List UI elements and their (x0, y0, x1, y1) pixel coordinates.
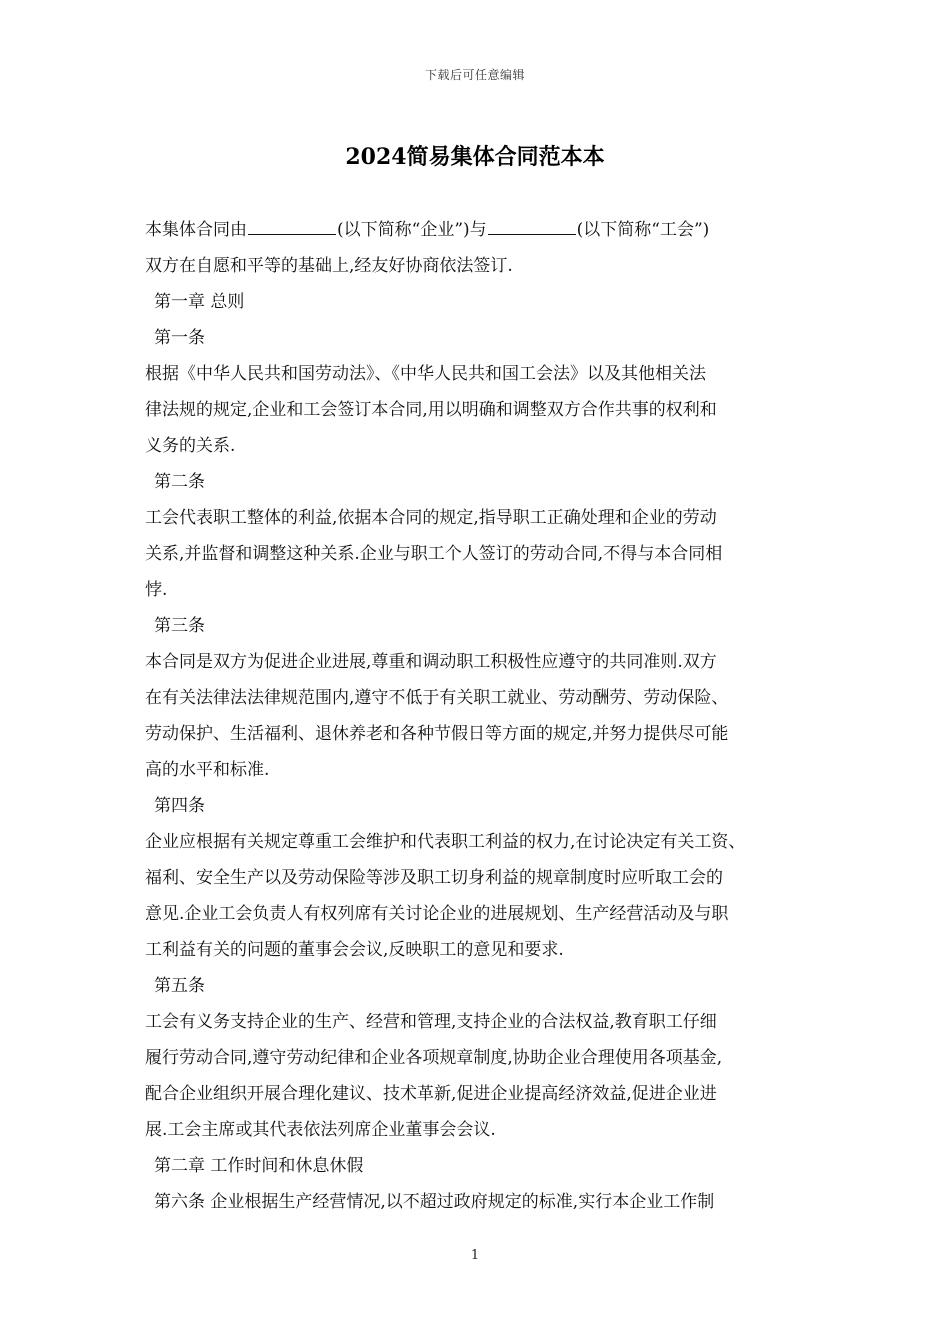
union-name-blank (488, 212, 576, 235)
paragraph-line: 劳动保护、生活福利、退休养老和各种节假日等方面的规定,并努力提供尽可能 (145, 724, 729, 744)
article-heading: 第四条 (154, 796, 205, 816)
paragraph-line: 律法规的规定,企业和工会签订本合同,用以明确和调整双方合作共事的权利和 (145, 400, 717, 420)
enterprise-name-blank (248, 212, 336, 235)
paragraph-line: 工会代表职工整体的利益,依据本合同的规定,指导职工正确处理和企业的劳动 (145, 508, 717, 528)
intro-text-1: 本集体合同由 (145, 220, 247, 240)
paragraph-line: 展.工会主席或其代表依法列席企业董事会会议. (145, 1120, 496, 1140)
intro-text-3: (以下简称“工会”) (576, 220, 710, 240)
article-heading: 第一条 (154, 328, 205, 348)
article-line: 第六条 企业根据生产经营情况,以不超过政府规定的标准,实行本企业工作制 (154, 1192, 715, 1212)
paragraph-line: 福利、安全生产以及劳动保险等涉及职工切身利益的规章制度时应听取工会的 (145, 868, 723, 888)
paragraph-line: 高的水平和标准. (145, 760, 270, 780)
document-body (145, 212, 835, 1220)
paragraph-line: 义务的关系. (145, 436, 236, 456)
paragraph-line: 关系,并监督和调整这种关系.企业与职工个人签订的劳动合同,不得与本合同相 (145, 544, 723, 564)
article-heading: 第三条 (154, 616, 205, 636)
paragraph-line: 悖. (145, 580, 168, 600)
header-note: 下载后可任意编辑 (424, 68, 525, 82)
paragraph-line: 配合企业组织开展合理化建议、技术革新,促进企业提高经济效益,促进企业进 (145, 1084, 717, 1104)
intro-line-1 (145, 212, 835, 248)
intro-line-2: 双方在自愿和平等的基础上,经友好协商依法签订. (145, 256, 513, 276)
paragraph-line: 意见.企业工会负责人有权列席有关讨论企业的进展规划、生产经营活动及与职 (145, 904, 729, 924)
paragraph-line: 本合同是双方为促进企业进展,尊重和调动职工积极性应遵守的共同准则.双方 (145, 652, 717, 672)
paragraph-line: 根据《中华人民共和国劳动法》、《中华人民共和国工会法》以及其他相关法 (145, 364, 706, 384)
paragraph-line: 工会有义务支持企业的生产、经营和管理,支持企业的合法权益,教育职工仔细 (145, 1012, 717, 1032)
paragraph-line: 履行劳动合同,遵守劳动纪律和企业各项规章制度,协助企业合理使用各项基金, (145, 1048, 723, 1068)
paragraph-line: 工利益有关的问题的董事会会议,反映职工的意见和要求. (145, 940, 564, 960)
article-heading: 第五条 (154, 976, 205, 996)
intro-text-2: (以下简称“企业”)与 (337, 220, 487, 240)
paragraph-line: 在有关法律法法律规范围内,遵守不低于有关职工就业、劳动酬劳、劳动保险、 (145, 688, 729, 708)
chapter-heading: 第一章 总则 (154, 292, 245, 312)
article-heading: 第二条 (154, 472, 205, 492)
paragraph-line: 企业应根据有关规定尊重工会维护和代表职工利益的权力,在讨论决定有关工资、 (145, 832, 746, 852)
page-number: 1 (470, 1248, 480, 1263)
document-title: 2024简易集体合同范本本 (345, 144, 605, 170)
chapter-heading: 第二章 工作时间和休息休假 (154, 1156, 364, 1176)
